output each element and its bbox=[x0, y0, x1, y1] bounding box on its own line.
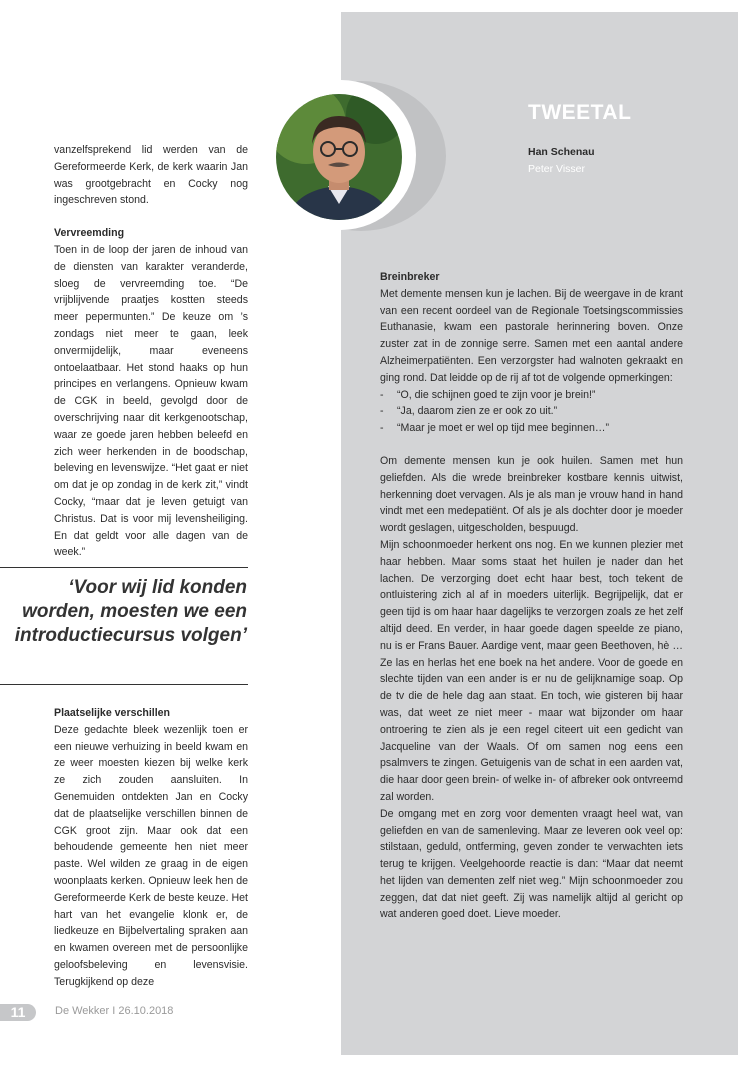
list-item: - “O, die schijnen goed te zijn voor je brein!” bbox=[380, 387, 683, 404]
author-portrait bbox=[276, 94, 402, 220]
section-heading-vervreemding: Vervreemding bbox=[54, 227, 125, 240]
section-paragraph-plaatselijke: Deze gedachte bleek wezenlijk toen er een nieuwe verhuizing in beeld kwam en ze weer moesten kiezen bij welke kerk ze zich zouden aansluiten. In Genemuiden ontdekten Jan en Cocky dat de plaatselijke verschillen binnen de CGK groot zijn. Maar ook dat een behoudende gemeente hen niet meer paste. Wel wilden ze graag in de eigen woonplaats kerken. Opnieuw leek hen de Gereformeerde Kerk de beste keuze. Het hart van het evangelie klonk er, de liedkeuze en Bijbelvertaling spraken aan en kwamen overeen met de persoonlijke geloofsbeleving en levensvisie. Terugkijkend op deze bbox=[54, 723, 248, 988]
quote-rule-top bbox=[0, 567, 248, 568]
right-column bbox=[380, 269, 683, 923]
author-name: Han Schenau bbox=[528, 146, 595, 158]
section-heading-plaatselijke: Plaatselijke verschillen bbox=[54, 707, 171, 719]
article-title: TWEETAL bbox=[528, 101, 632, 124]
section-heading-breinbreker: Breinbreker bbox=[380, 271, 440, 283]
paragraph-4: De omgang met en zorg voor dementen vraagt heel wat, van geliefden en van de samenleving. Maar ze leveren ook veel op: stilstaan, geduld, ontferming, geven zonder te verwachten iets terug te krijgen. Veelgehoorde reactie is dan: “Maar dat neemt het lijden van dementen zelf niet weg.” Mijn schoonmoeder zou zeggen, dat dat niet geeft. Zij was namelijk altijd al gericht op wat anderen goed doet. Lieve moeder. bbox=[380, 807, 683, 921]
list-item: - “Maar je moet er wel op tijd mee beginnen…” bbox=[380, 420, 683, 437]
photographer-name: Peter Visser bbox=[528, 163, 585, 175]
footer-publication: De Wekker I 26.10.2018 bbox=[55, 1005, 174, 1017]
quote-list bbox=[380, 387, 683, 437]
intro-paragraph: vanzelfsprekend lid werden van de Gereformeerde Kerk, de kerk waarin Jan was grootgebracht en Cocky nog ingeschreven stond. bbox=[54, 144, 248, 207]
page-number-badge: 11 bbox=[0, 1004, 36, 1021]
left-column-top bbox=[54, 142, 248, 561]
section-paragraph-vervreemding: Toen in de loop der jaren de inhoud van de diensten van karakter veranderde, sloeg de vervreemding toe. “De vrijblijvende praatjes kostten steeds meer pepermunten.” De keuze om ’s zondags niet meer te gaan, leek onvermijdelijk, maar eveneens ontoelaatbaar. Het stond haaks op hun principes en verlangens. Opnieuw kwam de CGK in beeld, gevolgd door de overschrijving naar dit kerkgenootschap, waar ze goede jaren hebben beleefd en zich weer herkenden in de boodschap, beleving en levenswijze. “Het gaat er niet om dat je op zondag in de kerk zit,” vindt Cocky, “maar dat je leven getuigt van Christus. Dat is voor mij levensheiliging. En dat geldt voor alle dagen van de week.” bbox=[54, 243, 248, 559]
quote-rule-bottom bbox=[0, 684, 248, 685]
list-item: - “Ja, daarom zien ze er ook zo uit.” bbox=[380, 403, 683, 420]
paragraph-1: Met demente mensen kun je lachen. Bij de weergave in de krant van een recent oordeel van de Regionale Toetsingscommissies Euthanasie, kwam een pastorale herinnering boven. Onze zuster zat in de zonnige serre. Samen met een aantal andere Alzheimerpatiënten. Een verzorgster had walnoten gekraakt en ging rond. Dat leidde op de rij af tot de volgende opmerkingen: bbox=[380, 287, 683, 384]
paragraph-2: Om demente mensen kun je ook huilen. Samen met hun geliefden. Als die wrede breinbreker kostbare kennis uitwist, herkenning doet vervagen. Als je als man je vrouw hand in hand vindt met een medepatiënt. Of als je als dochter door je moeder wordt geslagen, uitgescholden, bespuugd. bbox=[380, 454, 683, 535]
pull-quote: ‘Voor wij lid konden worden, moesten we een introductiecursus volgen’ bbox=[14, 577, 247, 646]
left-column-bottom bbox=[54, 705, 248, 991]
paragraph-3: Mijn schoonmoeder herkent ons nog. En we kunnen plezier met haar hebben. Maar soms staat het huilen je nader dan het lachen. De verzorging doet echt haar best, toch tekent de ontluistering zich al af in moeders uiterlijk. Begrijpelijk, dat er geen tijd is om haar haar dagelijks te verzorgen zoals ze het zelf altijd deed. En verder, in haar goede dagen speelde ze piano, nu is er Frans Bauer. Aardige vent, maar geen Beethoven, hè … Ze las en herlas het ene boek na het andere. Voor de goede en slechte tijden van een ander is er nu de gelijknamige soap. Op de tv die de hele dag aan staat. En toch, wie gisteren bij haar was, dat weet ze niet meer - maar wat bijzonder om haar ontroering te zien als je een regel citeert uit een gedicht van Jacqueline van der Waals. Of om samen nog eens een psalmvers te zingen. Getuigenis van de schat in een aarden vat, die haar door geen brein- of welke in- of afbreker ook ontvreemd zal worden. bbox=[380, 538, 683, 803]
